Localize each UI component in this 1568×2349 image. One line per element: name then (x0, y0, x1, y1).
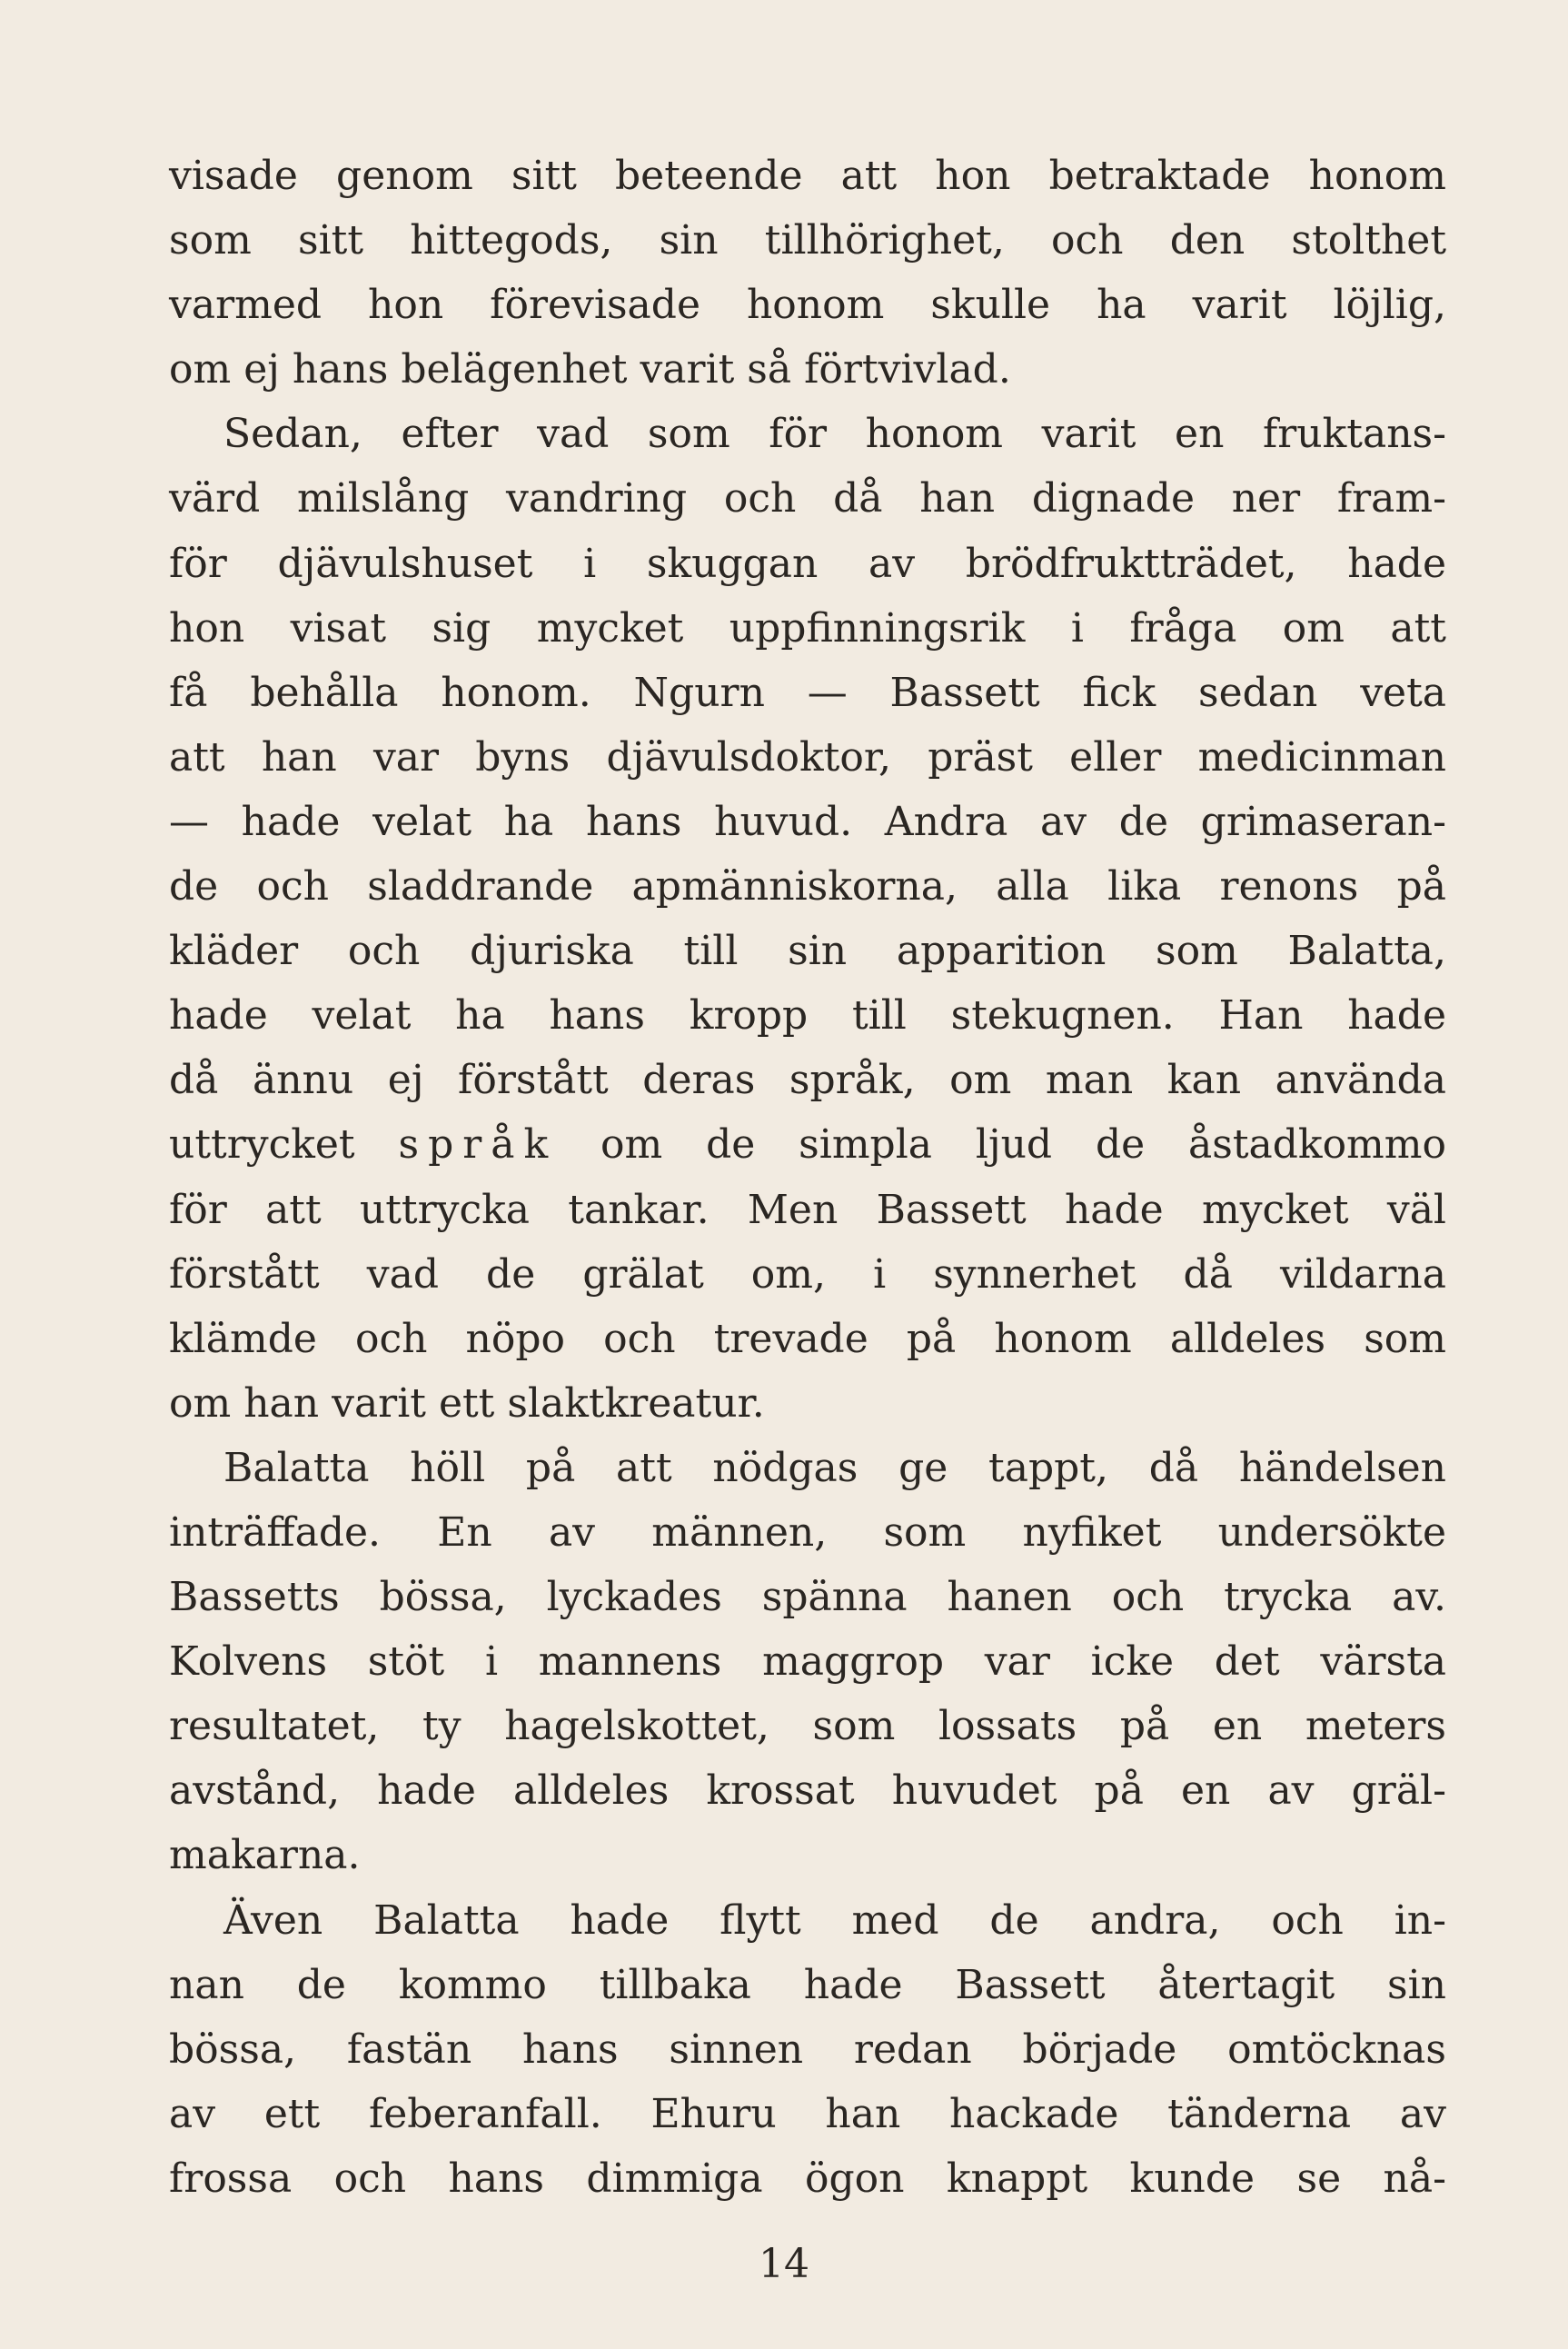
paragraph-start-line: Även Balatta hade flytt med de andra, och in- (223, 1896, 1446, 1944)
body-text (169, 144, 1446, 2211)
text-line: bössa, fastän hans sinnen redan började omtöcknas (169, 2026, 1446, 2073)
text-line: som sitt hittegods, sin tillhörighet, och den stolthet (169, 217, 1446, 264)
text-line: makarna. (169, 1832, 361, 1879)
paragraph-start-line: Balatta höll på att nödgas ge tappt, då händelsen (223, 1444, 1446, 1491)
text-line: kläder och djuriska till sin apparition som Balatta, (169, 928, 1446, 975)
text-fragment: om de simpla ljud de åstadkommo (557, 1121, 1446, 1169)
text-line: Bassetts bössa, lyckades spänna hanen och trycka av. (169, 1574, 1446, 1621)
text-line-with-spaced-word (169, 1112, 1446, 1177)
text-line: att han var byns djävulsdoktor, präst eller medicinman (169, 733, 1446, 781)
text-line: om han varit ett slaktkreatur. (169, 1379, 765, 1427)
text-line: klämde och nöpo och trevade på honom alldeles som (169, 1315, 1446, 1362)
text-line: hon visat sig mycket uppfinningsrik i fråga om att (169, 604, 1446, 652)
text-line: då ännu ej förstått deras språk, om man kan använda (169, 1057, 1446, 1104)
text-line: inträffade. En av männen, som nyfiket undersökte (169, 1508, 1446, 1556)
text-line: av ett feberanfall. Ehuru han hackade tänderna av (169, 2090, 1446, 2137)
text-line: avstånd, hade alldeles krossat huvudet på en av gräl- (169, 1767, 1446, 1815)
text-line: visade genom sitt beteende att hon betraktade honom (169, 153, 1446, 199)
text-line: värd milslång vandring och då han dignade ner fram- (169, 475, 1446, 523)
text-line: — hade velat ha hans huvud. Andra av de grimaseran- (169, 798, 1446, 845)
text-line: hade velat ha hans kropp till stekugnen. Han hade (169, 992, 1446, 1040)
text-line: om ej hans belägenhet varit så förtvivlad. (169, 346, 1011, 393)
text-line: för djävulshuset i skuggan av brödfruktträdet, hade (169, 540, 1446, 587)
page-number: 14 (759, 2241, 809, 2287)
text-fragment: uttrycket (169, 1121, 399, 1169)
text-line: förstått vad de grälat om, i synnerhet då vildarna (169, 1250, 1446, 1298)
paragraph-start-line: Sedan, efter vad som för honom varit en fruktans- (223, 411, 1446, 458)
text-line: frossa och hans dimmiga ögon knappt kunde se nå- (169, 2155, 1446, 2202)
text-line: de och sladdrande apmänniskorna, alla lika renons på (169, 863, 1446, 911)
text-line: resultatet, ty hagelskottet, som lossats på en meters (169, 1703, 1446, 1750)
emphasized-word: språk (398, 1121, 558, 1169)
text-line: Kolvens stöt i mannens maggrop var icke det värsta (169, 1638, 1446, 1686)
text-line: för att uttrycka tankar. Men Bassett hade mycket väl (169, 1186, 1446, 1233)
text-line: få behålla honom. Ngurn — Bassett fick sedan veta (169, 669, 1446, 716)
text-line: nan de kommo tillbaka hade Bassett återtagit sin (169, 1961, 1446, 2008)
text-line: varmed hon förevisade honom skulle ha varit löjlig, (169, 282, 1446, 329)
